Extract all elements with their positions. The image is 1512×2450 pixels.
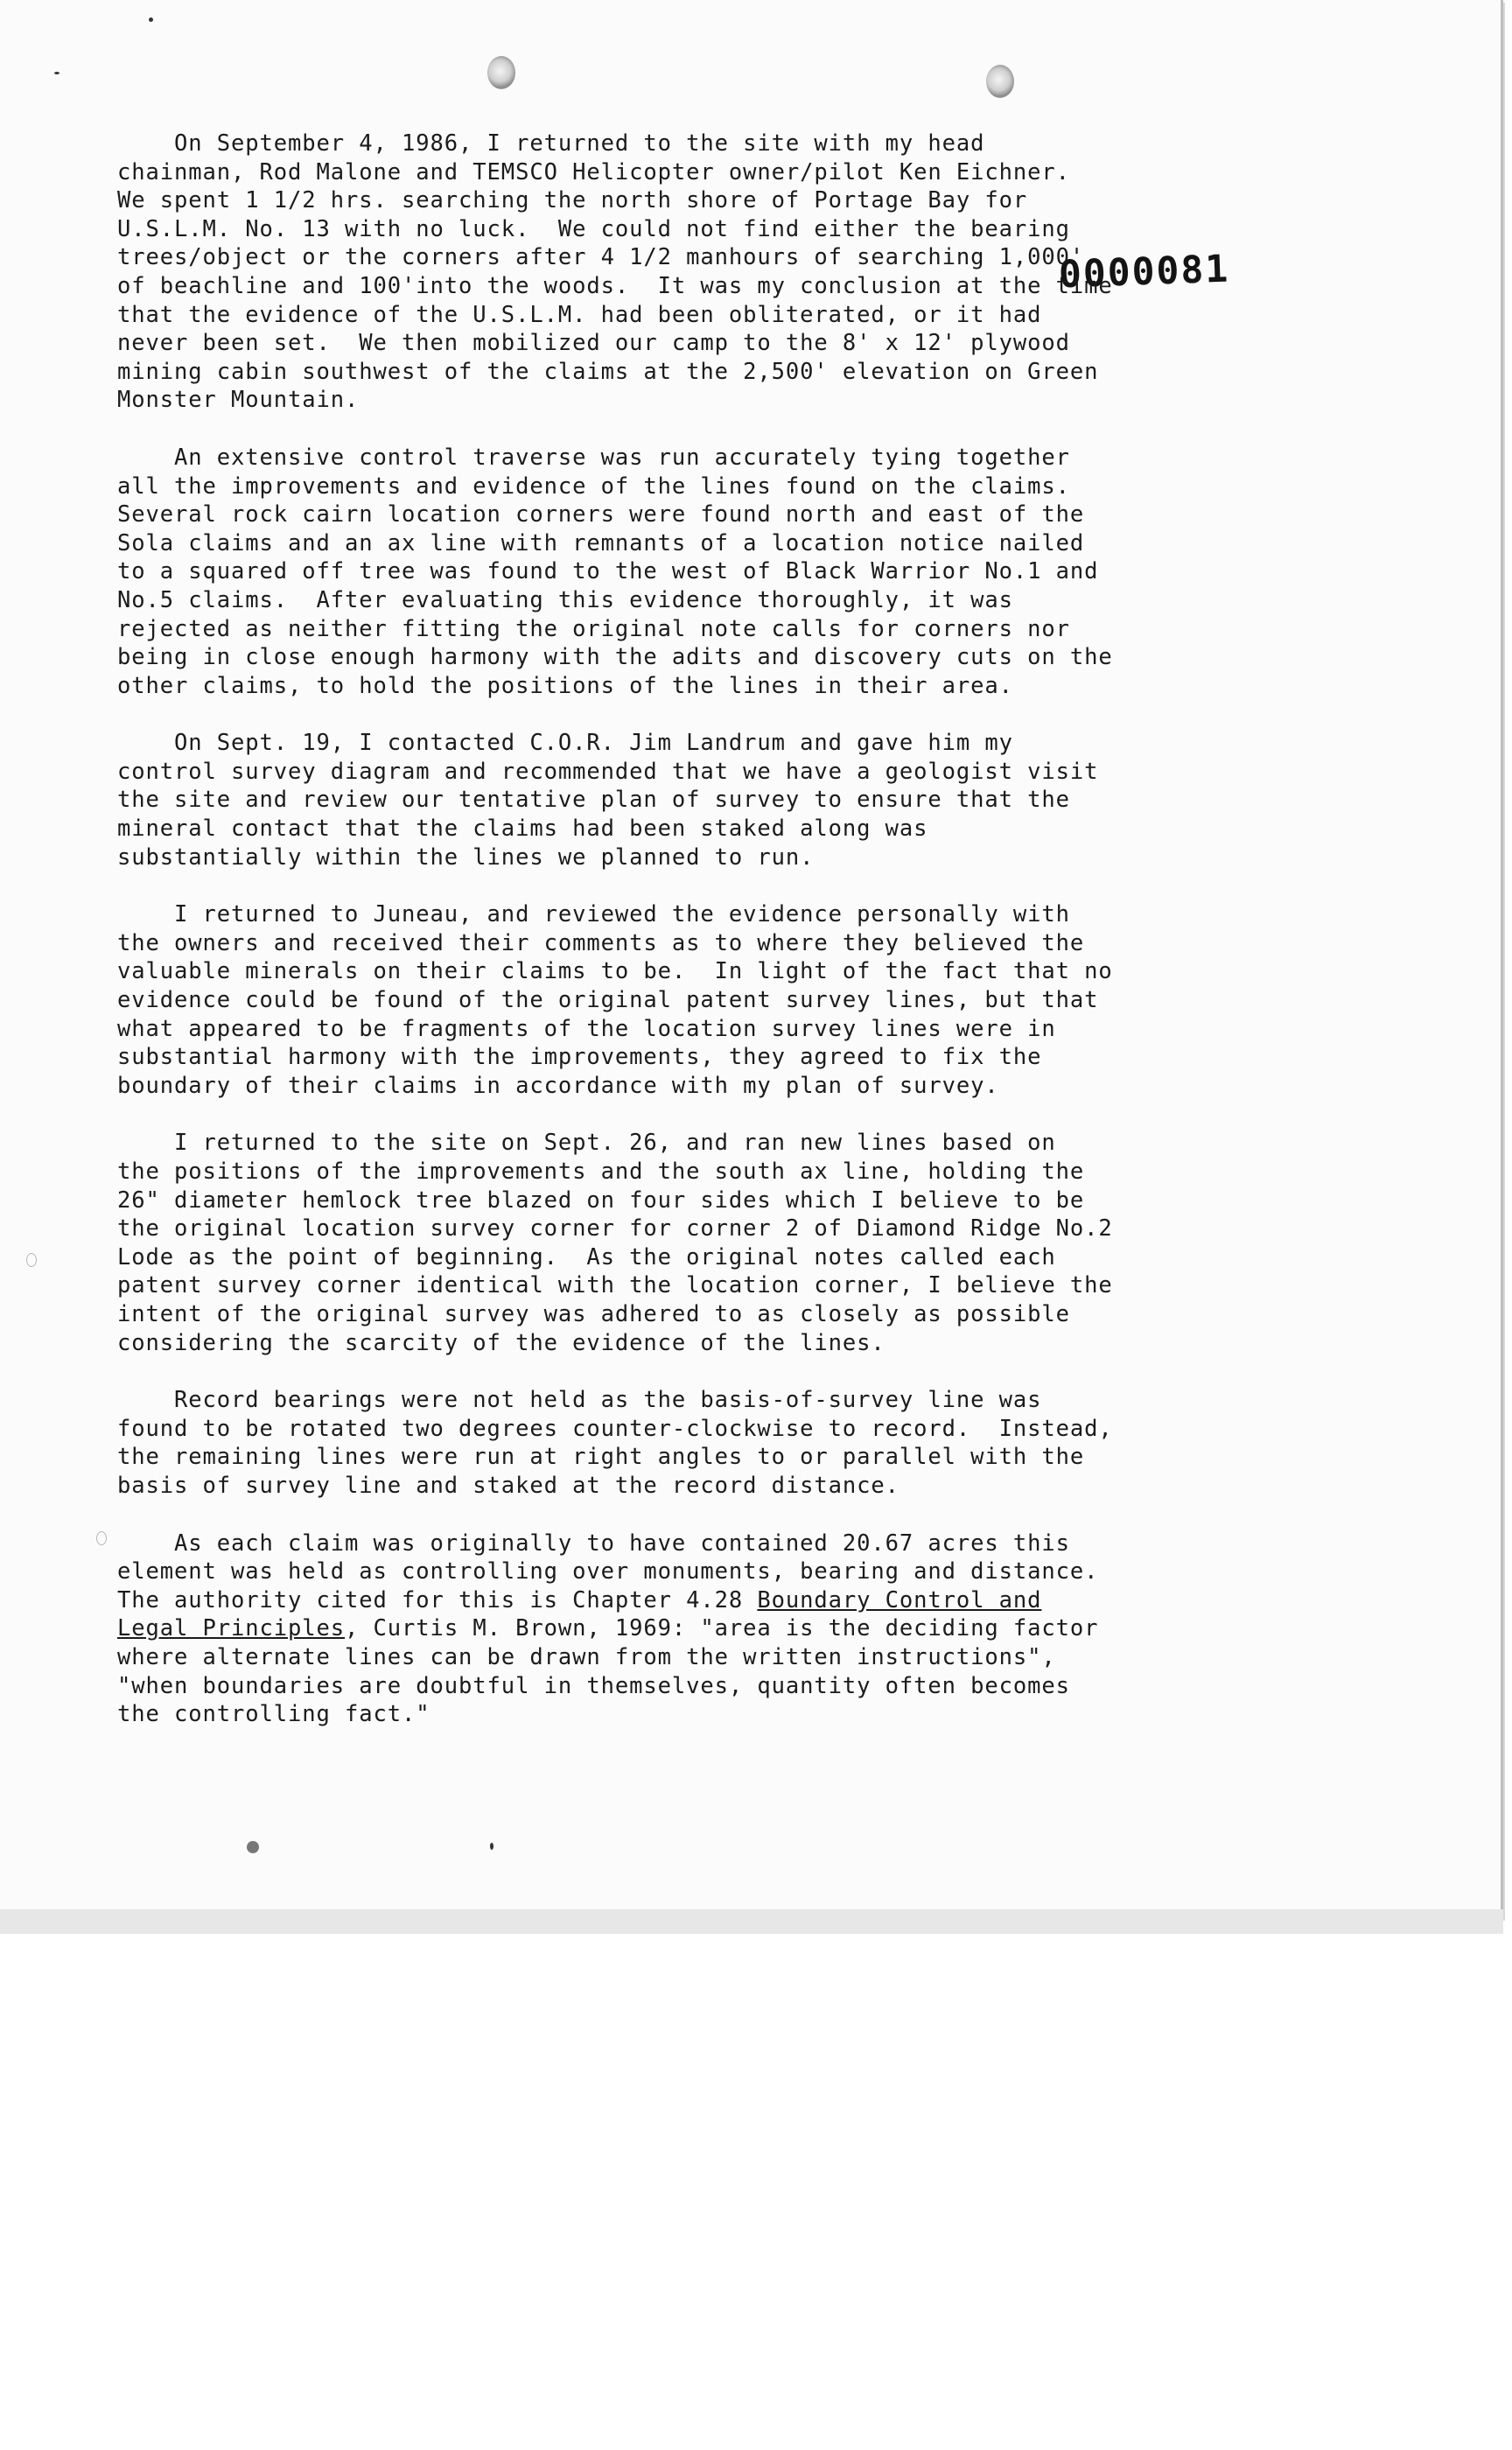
text-line: Sola claims and an ax line with remnants of a location notice nailed (117, 529, 1085, 556)
text-line: valuable minerals on their claims to be. In light of the fact that no (117, 958, 1113, 985)
text-line: Several rock cairn location corners were found north and east of the (117, 501, 1085, 528)
scan-speck (490, 1843, 494, 1850)
text-line: On September 4, 1986, I returned to the site with my head (117, 130, 985, 157)
text-line: intent of the original survey was adhered to as closely as possible (117, 1300, 1070, 1327)
text-line: basis of survey line and staked at the record distance. (117, 1472, 900, 1499)
text-line: We spent 1 1/2 hrs. searching the north shore of Portage Bay for (117, 187, 1028, 214)
text-line: control survey diagram and recommended that we have a geologist visit (117, 758, 1099, 785)
text-line: the controlling fact." (117, 1701, 430, 1728)
text-line: boundary of their claims in accordance with my plan of survey. (117, 1072, 999, 1099)
text-line: mineral contact that the claims had been staked along was (117, 816, 928, 843)
scan-speck (54, 72, 60, 74)
text-line: Lode as the point of beginning. As the original notes called each (117, 1243, 1056, 1270)
text-line: being in close enough harmony with the adits and discovery cuts on the (117, 644, 1113, 671)
text-line: The authority cited for this is Chapter 4.28 (117, 1586, 758, 1614)
paragraph-2 (117, 444, 1364, 700)
text-line: other claims, to hold the positions of the lines in their area. (117, 672, 1013, 699)
punch-hole-left (487, 56, 515, 89)
text-line: found to be rotated two degrees counter-clockwise to record. Instead, (117, 1415, 1113, 1442)
text-line: U.S.L.M. No. 13 with no luck. We could not find either the bearing (117, 215, 1070, 242)
text-line: the remaining lines were run at right angles to or parallel with the (117, 1444, 1085, 1471)
text-line: chainman, Rod Malone and TEMSCO Helicopter owner/pilot Ken Eichner. (117, 158, 1070, 186)
paragraph-6 (117, 1386, 1364, 1500)
paragraph-4 (117, 900, 1364, 1100)
text-line: considering the scarcity of the evidence of the lines. (117, 1329, 886, 1356)
text-line: the original location survey corner for corner 2 of Diamond Ridge No.2 (117, 1215, 1113, 1242)
text-line: patent survey corner identical with the location corner, I believe the (117, 1272, 1113, 1299)
text-line: evidence could be found of the original patent survey lines, but that (117, 987, 1099, 1014)
text-line: what appeared to be fragments of the location survey lines were in (117, 1015, 1056, 1042)
text-line: As each claim was originally to have contained 20.67 acres this (117, 1530, 1070, 1557)
text-line: all the improvements and evidence of the lines found on the claims. (117, 472, 1070, 500)
book-title: Legal Principles (117, 1615, 346, 1642)
text-line: to a squared off tree was found to the west of Black Warrior No.1 and (117, 558, 1099, 585)
text-line: No.5 claims. After evaluating this evidence thoroughly, it was (117, 586, 1013, 613)
text-line: An extensive control traverse was run accurately tying together (117, 444, 1070, 471)
margin-mark (26, 1253, 37, 1267)
text-line: substantially within the lines we planned to run. (117, 844, 815, 871)
text-line: never been set. We then mobilized our camp to the 8' x 12' plywood (117, 330, 1070, 357)
paragraph-1 (117, 130, 1364, 415)
text-line: "when boundaries are doubtful in themselves, quantity often becomes (117, 1672, 1070, 1699)
paragraph-5 (117, 1129, 1364, 1357)
scan-speck (149, 18, 153, 22)
paragraph-7 (117, 1530, 1364, 1729)
text-line: the positions of the improvements and the south ax line, holding the (117, 1158, 1085, 1185)
scan-speck (247, 1841, 259, 1853)
paragraph-3 (117, 729, 1364, 872)
margin-mark (96, 1531, 107, 1545)
text-line: 26" diameter hemlock tree blazed on four sides which I believe to be (117, 1186, 1085, 1214)
text-line: I returned to Juneau, and reviewed the evidence personally with (117, 901, 1070, 928)
text-line: mining cabin southwest of the claims at the 2,500' elevation on Green (117, 358, 1099, 385)
text-line: the site and review our tentative plan of survey to ensure that the (117, 787, 1070, 814)
book-title: Boundary Control and (757, 1586, 1042, 1614)
letter-body (117, 130, 1364, 1729)
text-line: Monster Mountain. (117, 387, 360, 414)
text-line: that the evidence of the U.S.L.M. had been obliterated, or it had (117, 301, 1042, 328)
text-line: where alternate lines can be drawn from the written instructions", (117, 1643, 1056, 1670)
text-line: substantial harmony with the improvements, they agreed to fix the (117, 1044, 1042, 1071)
text-line: rejected as neither fitting the original note calls for corners nor (117, 615, 1070, 642)
text-line: the owners and received their comments as to where they believed the (117, 929, 1085, 956)
text-line: On Sept. 19, I contacted C.O.R. Jim Landrum and gave him my (117, 730, 1013, 757)
punch-hole-right (986, 65, 1014, 98)
text-line: of beachline and 100'into the woods. It was my conclusion at the time (117, 272, 1113, 299)
text-line: I returned to the site on Sept. 26, and ran new lines based on (117, 1130, 1056, 1157)
document-number-stamp: 0000081 (1058, 247, 1231, 298)
text-line: element was held as controlling over monuments, bearing and distance. (117, 1558, 1099, 1586)
scan-edge-shadow (0, 1909, 1503, 1934)
text-line: , Curtis M. Brown, 1969: "area is the deciding factor (345, 1615, 1099, 1642)
text-line: Record bearings were not held as the basis-of-survey line was (117, 1387, 1042, 1414)
text-line: trees/object or the corners after 4 1/2 manhours of searching 1,000' (117, 244, 1085, 271)
